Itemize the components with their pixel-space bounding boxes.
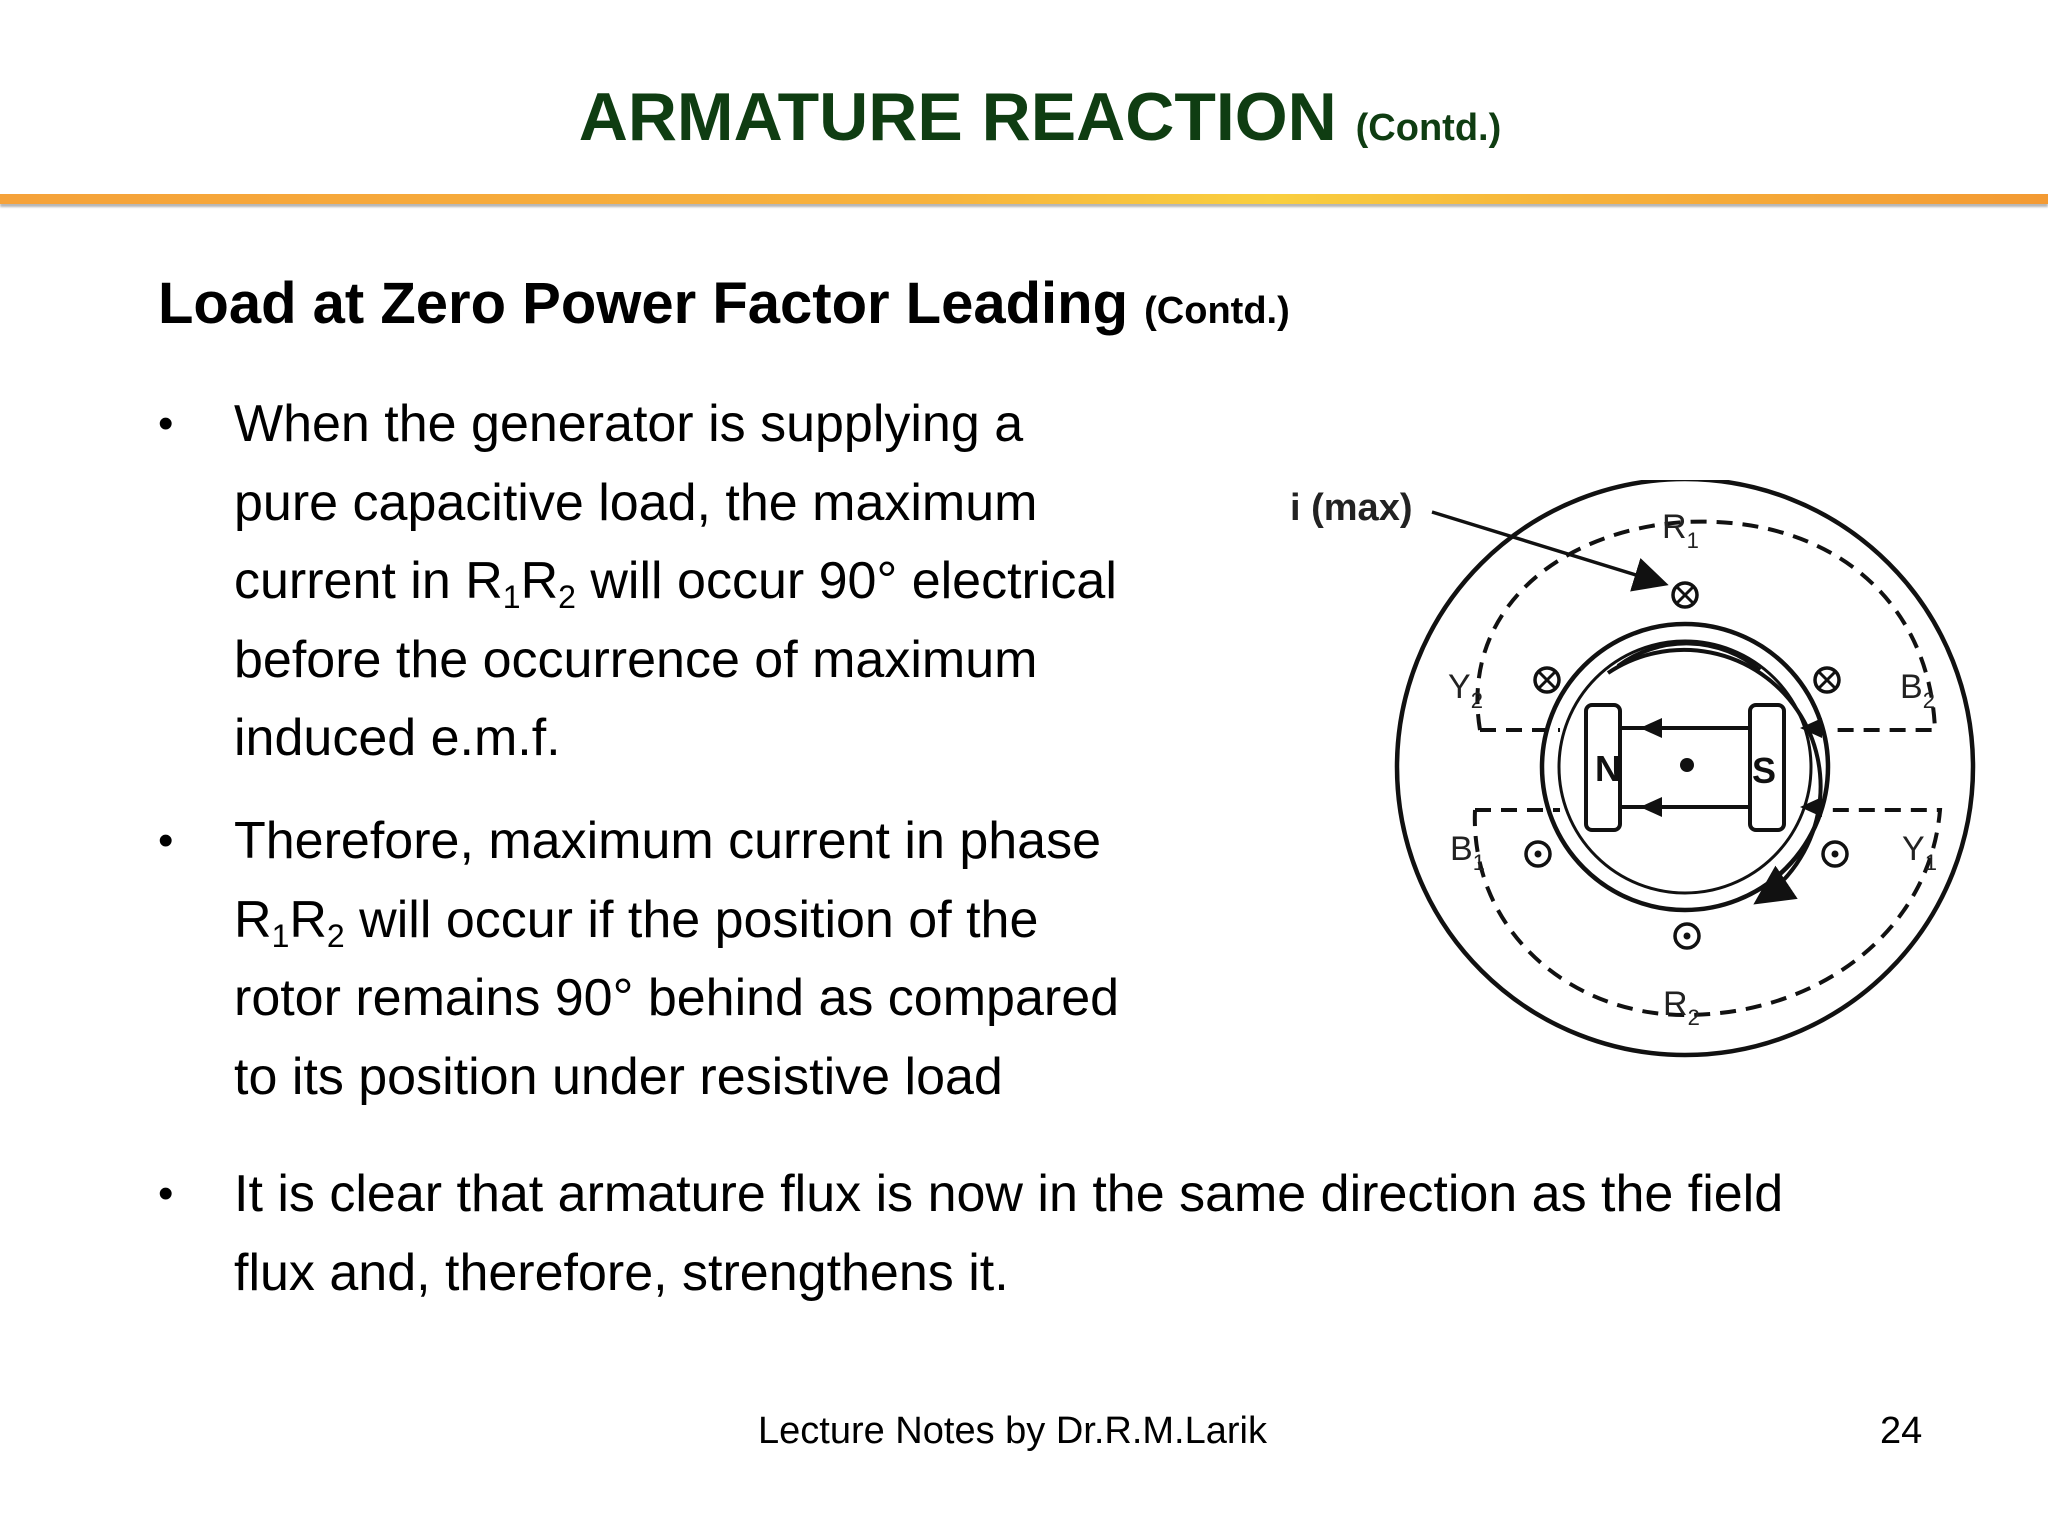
subtitle-suffix: (Contd.) (1144, 290, 1290, 332)
subscript: 1 (271, 917, 290, 954)
bullet-line: When the generator is supplying a (234, 395, 1024, 453)
text-run: will occur 90° electrical (575, 552, 1117, 610)
conductor-dot-b1 (1526, 842, 1550, 866)
subscript: 1 (502, 579, 521, 615)
slide-title-suffix: (Contd.) (1355, 107, 1502, 149)
page-number: 24 (1880, 1410, 1923, 1452)
bullet-text (234, 802, 1119, 1116)
text-run: current in R (234, 552, 503, 610)
bullet-line: rotor remains 90° behind as compared (234, 969, 1120, 1027)
conductor-dot-y1 (1823, 842, 1847, 866)
conductor-cross-r1 (1673, 583, 1697, 607)
text-run: R (289, 890, 327, 949)
south-pole-label: S (1752, 750, 1777, 791)
bullet-text (234, 1155, 1783, 1312)
bullet-marker: • (158, 1169, 174, 1218)
north-pole-label: N (1595, 748, 1621, 789)
subscript: 2 (326, 917, 345, 954)
text-run: R (520, 552, 559, 610)
current-leader-line (1432, 512, 1662, 583)
label-y1: $Y_1$ (1902, 830, 1937, 875)
conductor-cross-y2 (1535, 668, 1559, 692)
bullet-line: flux and, therefore, strengthens it. (234, 1243, 1009, 1302)
bullet-line: pure capacitive load, the maximum (234, 473, 1038, 532)
flux-path-lower (1475, 810, 1940, 1015)
bullet-line (234, 881, 1119, 960)
current-label: i (max) (1290, 487, 1413, 529)
flux-arrowhead-1 (1640, 718, 1662, 738)
section-subtitle (158, 270, 1290, 337)
flux-arrowhead-2 (1640, 797, 1662, 817)
bullet-line: before the occurrence of maximum (234, 630, 1038, 689)
rotor-shaft-dot (1680, 758, 1694, 772)
text-run: R (234, 890, 272, 949)
bullet-line: to its position under resistive load (234, 1047, 1003, 1106)
conductor-cross-b2 (1815, 668, 1839, 692)
label-r2: $R_2$ (1663, 985, 1700, 1030)
title-divider (0, 194, 2048, 204)
label-y2: $Y_2$ (1448, 668, 1483, 713)
label-b2: $B_2$ (1900, 668, 1935, 713)
text-run: will occur if the position of the (344, 890, 1039, 949)
bullet-line (234, 542, 1117, 621)
subscript: 2 (558, 579, 576, 615)
bullet-marker: • (158, 816, 174, 865)
subtitle-text: Load at Zero Power Factor Leading (158, 271, 1129, 336)
slide-title (0, 78, 2048, 156)
label-b1: $B_1$ (1450, 830, 1485, 875)
bullet-text (234, 385, 1117, 778)
armature-reaction-diagram (1290, 480, 1990, 1060)
bullet-marker: • (158, 399, 174, 448)
bullet-line: Therefore, maximum current in phase (234, 812, 1102, 870)
conductor-dot-r2 (1675, 924, 1699, 948)
bullet-line: It is clear that armature flux is now in the same direction as the field (234, 1165, 1784, 1223)
label-r1: $R_1$ (1662, 508, 1699, 553)
slide-title-text: ARMATURE REACTION (578, 79, 1337, 155)
footer-credit: Lecture Notes by Dr.R.M.Larik (758, 1410, 1267, 1452)
bullet-line: induced e.m.f. (234, 709, 561, 767)
